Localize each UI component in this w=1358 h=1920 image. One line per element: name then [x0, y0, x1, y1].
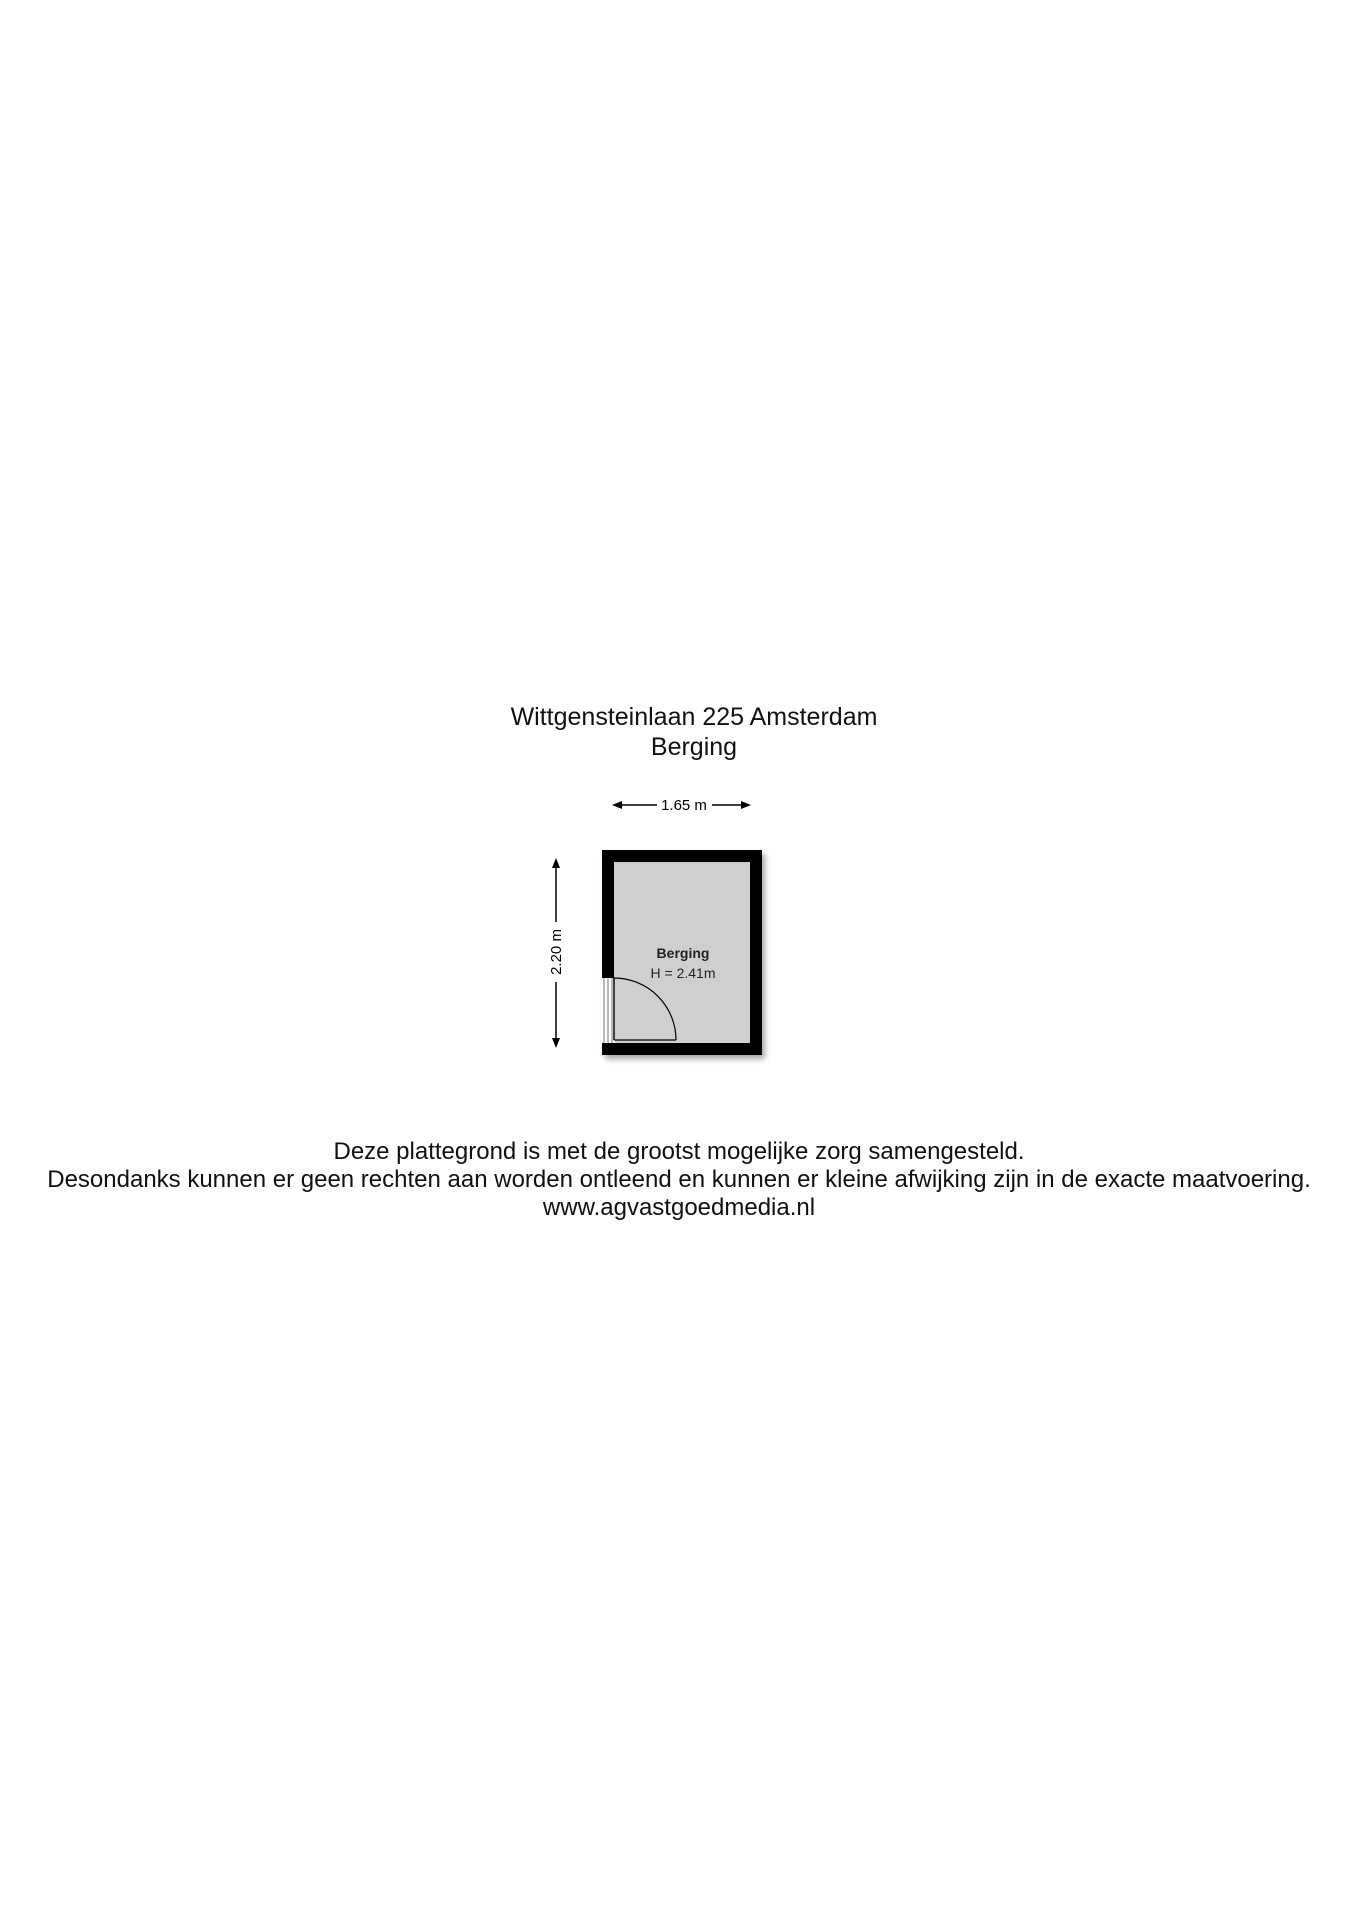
room-height: H = 2.41m [650, 965, 716, 981]
depth-dimension [548, 858, 565, 1048]
width-dimension [612, 797, 751, 814]
width-arrow-right-icon [741, 801, 751, 809]
depth-arrow-up-icon [552, 858, 560, 868]
width-arrow-left-icon [612, 801, 622, 809]
address-title: Wittgensteinlaan 225 Amsterdam [510, 703, 878, 731]
disclaimer-line-2: Desondanks kunnen er geen rechten aan worden ontleend en kunnen er kleine afwijking zijn in de exacte maatvoering. [47, 1166, 1311, 1193]
depth-arrow-down-icon [552, 1038, 560, 1048]
disclaimer-line-1: Deze plattegrond is met de grootst mogelijke zorg samengesteld. [333, 1138, 1025, 1165]
floor-title: Berging [650, 733, 738, 761]
depth-label: 2.20 m [548, 929, 565, 975]
disclaimer-block [0, 1138, 1358, 1222]
website-link[interactable]: www.agvastgoedmedia.nl [542, 1194, 816, 1221]
width-label: 1.65 m [661, 797, 707, 814]
room-name: Berging [656, 945, 710, 961]
